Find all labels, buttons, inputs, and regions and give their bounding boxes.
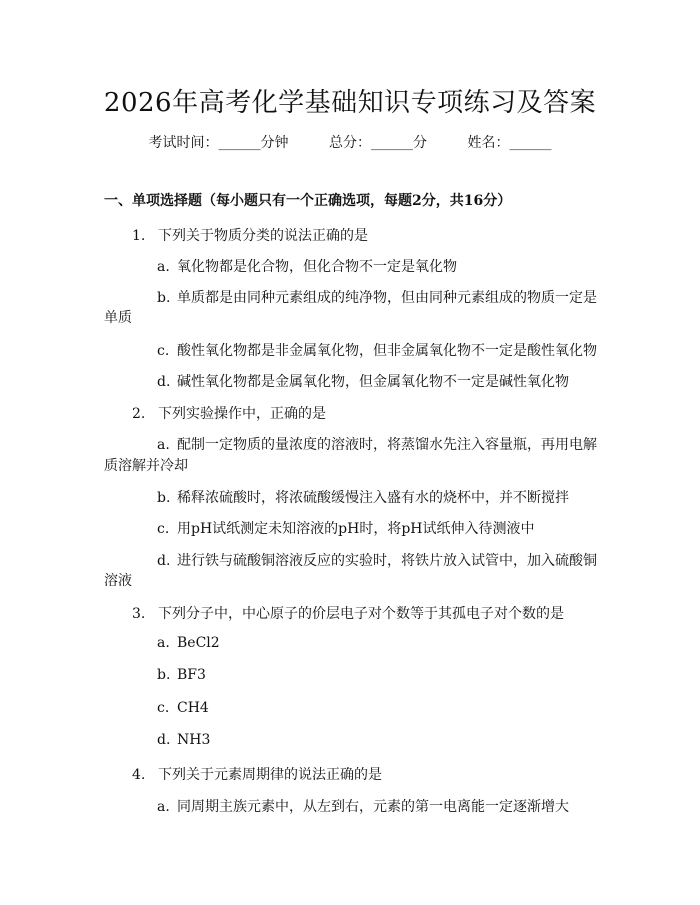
option-label: a. — [157, 799, 170, 815]
question-1-option-b — [157, 287, 597, 307]
option-text: 同周期主族元素中，从左到右，元素的第一电离能一定逐渐增大 — [177, 799, 569, 815]
option-text: 酸性氧化物都是非金属氧化物，但非金属氧化物不一定是酸性氧化物 — [177, 343, 597, 359]
question-3-option-d — [157, 732, 210, 748]
question-1-option-d — [157, 371, 569, 391]
option-label: b. — [157, 290, 171, 306]
question-number: 4. — [132, 767, 146, 783]
question-1-option-c — [157, 340, 597, 360]
question-text: 下列关于元素周期律的说法正确的是 — [158, 767, 382, 783]
question-4-option-a — [157, 796, 569, 816]
question-2 — [132, 403, 326, 423]
option-label: d. — [157, 553, 171, 569]
option-label: c. — [157, 700, 170, 716]
option-text: NH3 — [177, 732, 211, 748]
exam-info-line — [0, 132, 700, 152]
option-text: 用pH试纸测定未知溶液的pH时，将pH试纸伸入待测液中 — [177, 521, 535, 537]
question-1-option-a — [157, 256, 457, 276]
question-3-option-c — [157, 700, 209, 716]
question-text: 下列实验操作中，正确的是 — [158, 406, 326, 422]
question-2-option-b — [157, 487, 569, 507]
option-label: a. — [157, 635, 170, 651]
option-label: a. — [157, 437, 170, 453]
section-heading: 一、单项选择题（每小题只有一个正确选项，每题2分，共16分） — [104, 193, 512, 209]
option-text: 碱性氧化物都是金属氧化物，但金属氧化物不一定是碱性氧化物 — [177, 374, 569, 390]
question-3-option-b — [157, 667, 206, 683]
question-number: 3. — [132, 606, 146, 622]
question-4 — [132, 764, 382, 784]
option-label: b. — [157, 490, 171, 506]
option-text: 单质都是由同种元素组成的纯净物，但由同种元素组成的物质一定是 — [177, 290, 597, 306]
question-2-option-a-continuation: 质溶解并冷却 — [104, 458, 188, 474]
option-label: c. — [157, 343, 170, 359]
page-title: 2026年高考化学基础知识专项练习及答案 — [103, 88, 597, 118]
total-score-field: 总分：______分 — [329, 135, 427, 151]
question-3 — [132, 603, 564, 623]
option-text: 氧化物都是化合物，但化合物不一定是氧化物 — [177, 259, 457, 275]
option-text: BeCl2 — [177, 635, 220, 651]
question-number: 1. — [132, 228, 146, 244]
question-2-option-d — [157, 550, 597, 570]
option-text: 进行铁与硫酸铜溶液反应的实验时，将铁片放入试管中，加入硫酸铜 — [177, 553, 597, 569]
question-text: 下列关于物质分类的说法正确的是 — [158, 228, 368, 244]
option-label: d. — [157, 374, 171, 390]
option-text: CH4 — [177, 700, 209, 716]
question-2-option-d-continuation: 溶液 — [104, 573, 132, 589]
question-2-option-c — [157, 518, 535, 538]
question-1 — [132, 225, 368, 245]
question-3-option-a — [157, 635, 220, 651]
option-text: 稀释浓硫酸时，将浓硫酸缓慢注入盛有水的烧杯中，并不断搅拌 — [177, 490, 569, 506]
option-label: b. — [157, 667, 171, 683]
student-name-field: 姓名：______ — [467, 135, 552, 151]
option-label: c. — [157, 521, 170, 537]
question-number: 2. — [132, 406, 146, 422]
option-text: 配制一定物质的量浓度的溶液时，将蒸馏水先注入容量瓶，再用电解 — [177, 437, 597, 453]
exam-time-field: 考试时间：______分钟 — [148, 135, 289, 151]
question-1-option-b-continuation: 单质 — [104, 310, 132, 326]
option-label: d. — [157, 732, 171, 748]
option-label: a. — [157, 259, 170, 275]
question-2-option-a — [157, 434, 597, 454]
question-text: 下列分子中，中心原子的价层电子对个数等于其孤电子对个数的是 — [158, 606, 564, 622]
option-text: BF3 — [177, 667, 206, 683]
